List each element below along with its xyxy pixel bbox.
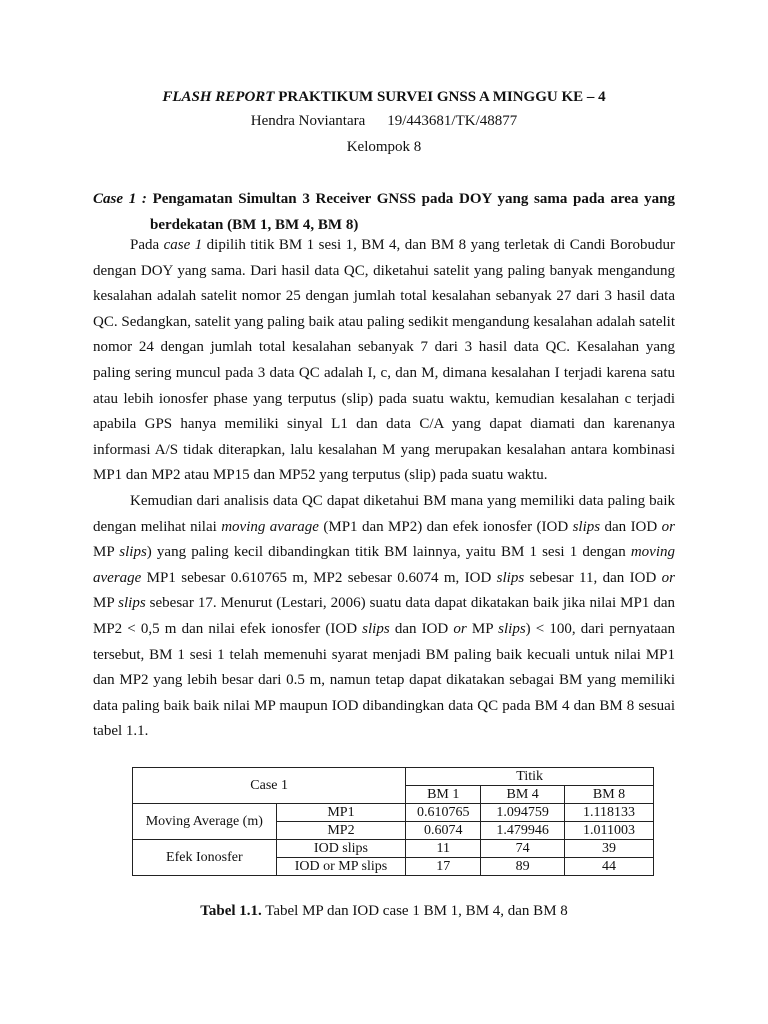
caption-label: Tabel 1.1. bbox=[200, 903, 262, 919]
caption-text: Tabel MP dan IOD case 1 BM 1, BM 4, dan BM 8 bbox=[261, 903, 568, 919]
table-cell: 0.6074 bbox=[406, 822, 481, 840]
table-cell: 39 bbox=[565, 840, 654, 858]
table-cell: 44 bbox=[565, 858, 654, 876]
table-cell: 11 bbox=[406, 840, 481, 858]
paragraph-1: Pada case 1 dipilih titik BM 1 sesi 1, BM 4, dan BM 8 yang terletak di Candi Borobudur dengan DOY yang sama. Dari hasil data QC, diketahui satelit yang paling banyak mengandung kesalahan adalah satelit nomor 25 dengan jumlah total kesalahan sebanyak 27 dari 3 hasil data QC. Sedangkan, satelit yang paling baik atau paling sedikit mengandung kesalahan adalah satelit nomor 24 dengan jumlah total kesalahan sebanyak 7 dari 3 hasil data QC. Kesalahan yang paling sering muncul pada 3 data QC adalah I, c, dan M, dimana kesalahan I terjadi karena satu atau lebih ionosfer phase yang terputus (slip) pada suatu waktu, kemudian kesalahan c terjadi apabila GPS hanya memiliki sinyal L1 dan data C/A yang dapat diamati dan karenanya informasi A/S tidak diterapkan, lalu kesalahan M yang merupakan kesalahan antara kombinasi MP1 dan MP2 atau MP15 dan MP52 yang terputus (slip) pada suatu waktu. bbox=[93, 237, 675, 484]
case-heading-line1 bbox=[93, 186, 675, 212]
row-label: MP2 bbox=[276, 822, 406, 840]
table-cell: 74 bbox=[481, 840, 565, 858]
table-caption bbox=[0, 903, 768, 920]
group-name: Kelompok 8 bbox=[346, 139, 422, 155]
table-case-header: Case 1 bbox=[133, 768, 406, 804]
case-heading bbox=[93, 186, 675, 238]
paragraph-2: Kemudian dari analisis data QC dapat diketahui BM mana yang memiliki data paling baik dengan melihat nilai moving avarage (MP1 dan MP2) dan efek ionosfer (IOD slips dan IOD or MP slips) yang paling kecil dibandingkan titik BM lainnya, yaitu BM 1 sesi 1 dengan moving average MP1 sebesar 0.610765 m, MP2 sebesar 0.6074 m, IOD slips sebesar 11, dan IOD or MP slips sebesar 17. Menurut (Lestari, 2006) suatu data dapat dikatakan baik jika nilai MP1 dan MP2 < 0,5 m dan nilai efek ionosfer (IOD slips dan IOD or MP slips) < 100, dari pernyataan tersebut, BM 1 sesi 1 telah memenuhi syarat menjadi BM paling baik kecuali untuk nilai MP1 dan MP2 yang lebih besar dari 0.5 m, namun tetap dapat dikatakan sebagai BM yang memiliki data paling baik baik nilai MP maupun IOD dibandingkan data QC pada BM 4 dan BM 8 sesuai tabel 1.1. bbox=[93, 492, 676, 740]
column-header: BM 8 bbox=[565, 786, 654, 804]
group-label: Efek Ionosfer bbox=[133, 840, 277, 876]
author-name: Hendra Noviantara bbox=[250, 113, 366, 129]
row-label: IOD slips bbox=[276, 840, 406, 858]
table-cell: 17 bbox=[406, 858, 481, 876]
column-header: BM 1 bbox=[406, 786, 481, 804]
row-label: IOD or MP slips bbox=[276, 858, 406, 876]
table-cell: 0.610765 bbox=[406, 804, 481, 822]
group-label: Moving Average (m) bbox=[133, 804, 277, 840]
table-cell: 1.118133 bbox=[565, 804, 654, 822]
table-cell: 89 bbox=[481, 858, 565, 876]
body-text bbox=[93, 233, 675, 745]
table-header-row bbox=[133, 768, 654, 786]
row-label: MP1 bbox=[276, 804, 406, 822]
table-cell: 1.011003 bbox=[565, 822, 654, 840]
author-line bbox=[0, 113, 768, 130]
table-row bbox=[133, 840, 654, 858]
case-heading-text: Pengamatan Simultan 3 Receiver GNSS pada DOY yang sama pada area yang bbox=[152, 191, 675, 207]
table-cell: 1.094759 bbox=[481, 804, 565, 822]
case-heading-line2: berdekatan (BM 1, BM 4, BM 8) bbox=[150, 217, 359, 233]
table-titik-header: Titik bbox=[406, 768, 654, 786]
report-title-italic: FLASH REPORT bbox=[162, 89, 275, 105]
report-title-rest: PRAKTIKUM SURVEI GNSS A MINGGU KE – 4 bbox=[274, 89, 606, 105]
report-title bbox=[0, 89, 768, 106]
table-row bbox=[133, 804, 654, 822]
table-cell: 1.479946 bbox=[481, 822, 565, 840]
student-id: 19/443681/TK/48877 bbox=[387, 113, 518, 129]
column-header: BM 4 bbox=[481, 786, 565, 804]
data-table bbox=[132, 767, 654, 876]
case-label: Case 1 : bbox=[93, 191, 147, 207]
